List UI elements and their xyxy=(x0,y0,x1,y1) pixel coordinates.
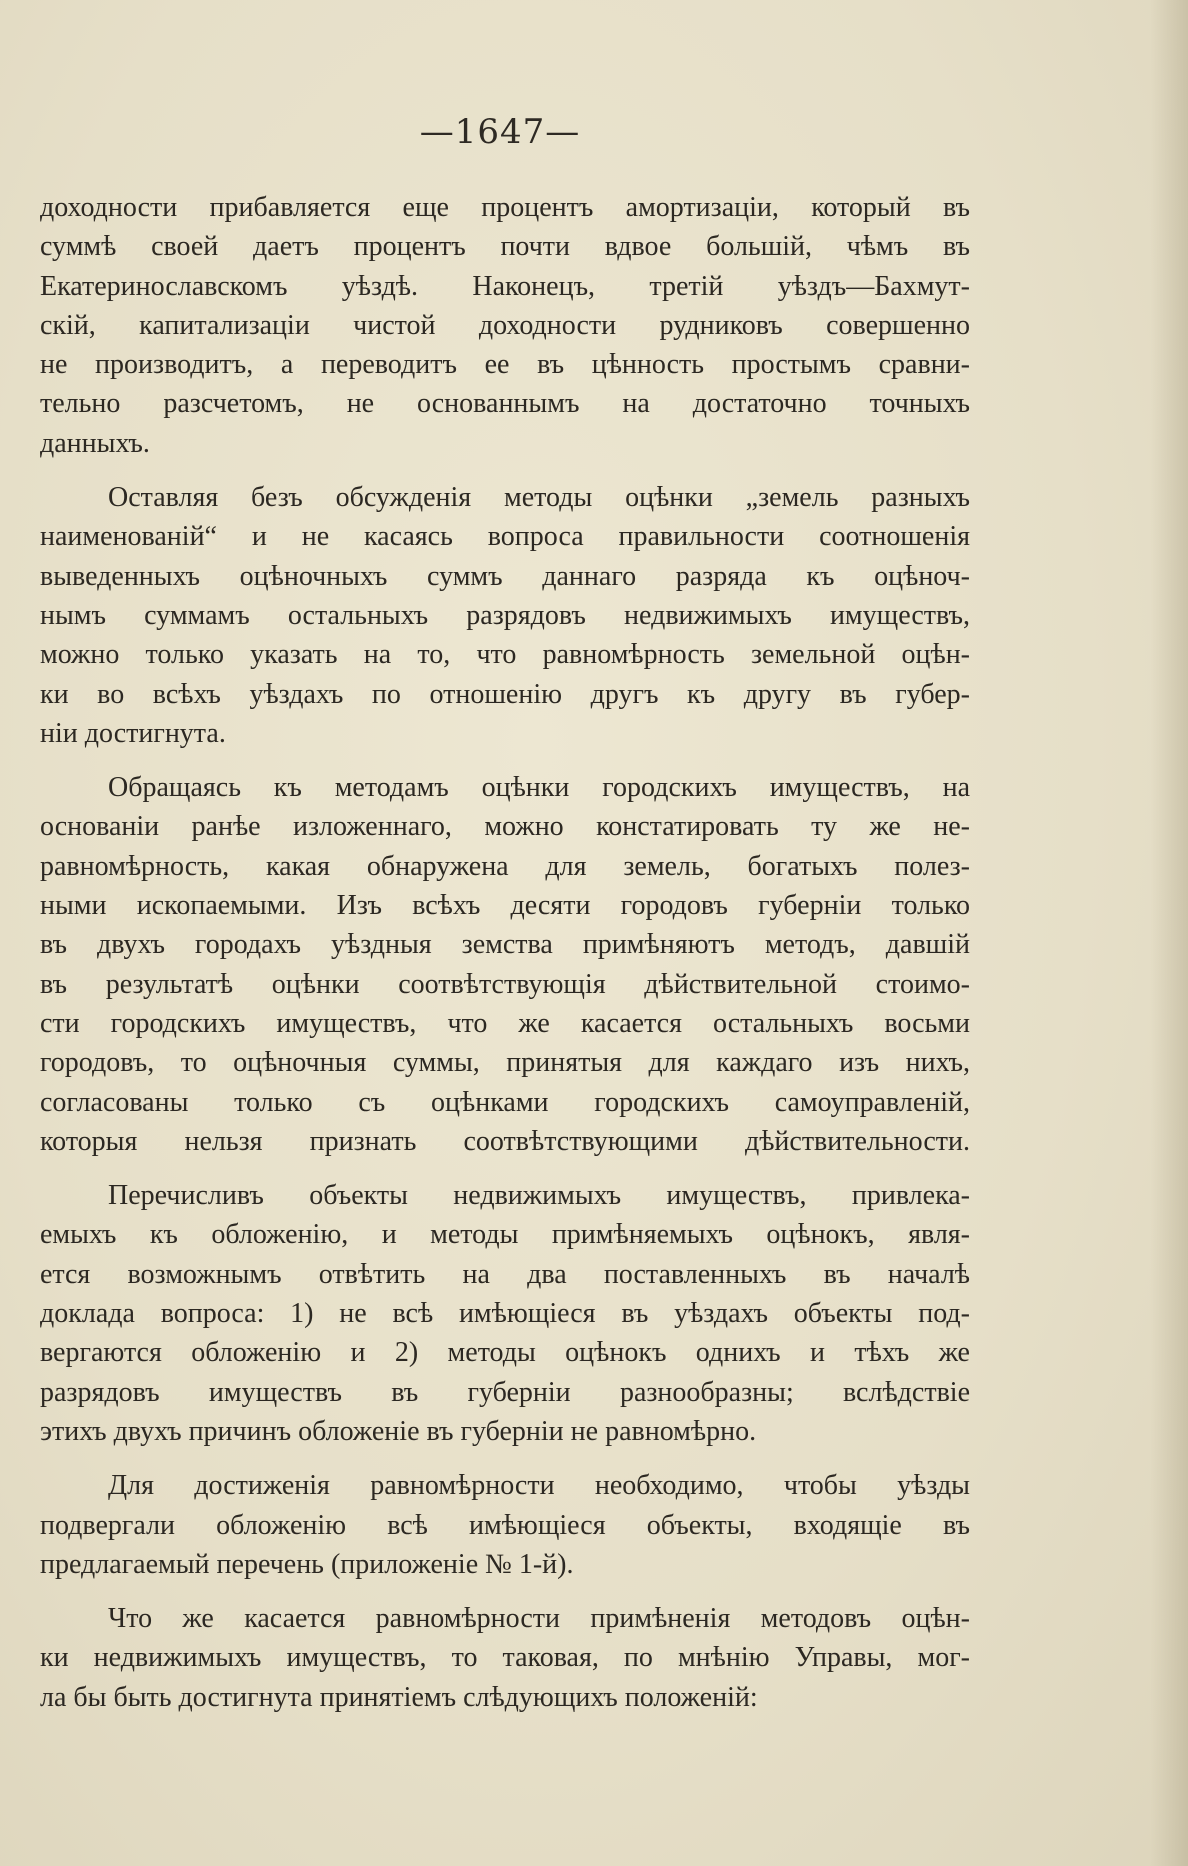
text-line: ніи достигнута. xyxy=(40,717,226,749)
text-line: этихъ двухъ причинъ обложеніе въ губерніи не равномѣрно. xyxy=(40,1415,757,1447)
text-line: вергаются обложенію и 2) методы оцѣнокъ однихъ и тѣхъ же xyxy=(40,1337,970,1369)
text-line: тельно разсчетомъ, не основаннымъ на достаточно точныхъ xyxy=(40,388,970,420)
paragraph-3 xyxy=(40,768,970,1161)
text-line: не производитъ, а переводитъ ее въ цѣнность простымъ сравни- xyxy=(40,349,970,381)
text-line: Екатеринославскомъ уѣздѣ. Наконецъ, третій уѣздъ—Бахмут- xyxy=(40,270,970,302)
paragraph-5 xyxy=(40,1466,970,1584)
page-number: —1647— xyxy=(419,112,581,152)
text-line: разрядовъ имуществъ въ губерніи разнообразны; вслѣдствіе xyxy=(40,1376,970,1408)
text-line: Перечисливъ объекты недвижимыхъ имуществъ, привлека- xyxy=(108,1180,970,1212)
text-line: выведенныхъ оцѣночныхъ суммъ даннаго разряда къ оцѣноч- xyxy=(40,560,970,592)
text-line: ки недвижимыхъ имуществъ, то таковая, по мнѣнію Управы, мог- xyxy=(40,1642,970,1674)
page-edge-shadow xyxy=(1150,0,1188,1866)
paragraph-2 xyxy=(40,478,970,753)
text-line: сти городскихъ имуществъ, что же касается остальныхъ восьми xyxy=(40,1007,970,1039)
text-line: ки во всѣхъ уѣздахъ по отношенію другъ къ другу въ губер- xyxy=(40,678,970,710)
text-line: основаніи ранѣе изложеннаго, можно констатировать ту же не- xyxy=(40,811,970,843)
text-line: въ двухъ городахъ уѣздныя земства примѣняютъ методъ, давшій xyxy=(40,929,970,961)
text-line: ла бы быть достигнута принятіемъ слѣдующихъ положеній: xyxy=(40,1681,758,1713)
text-line: равномѣрность, какая обнаружена для земель, богатыхъ полез- xyxy=(40,850,970,882)
text-line: ными ископаемыми. Изъ всѣхъ десяти городовъ губерніи только xyxy=(40,890,970,922)
text-line: Для достиженія равномѣрности необходимо, чтобы уѣзды xyxy=(108,1470,970,1502)
text-line: наименованій“ и не касаясь вопроса правильности соотношенія xyxy=(40,521,970,553)
text-line: Обращаясь къ методамъ оцѣнки городскихъ имуществъ, на xyxy=(108,772,970,804)
text-line: данныхъ. xyxy=(40,427,150,459)
text-line: городовъ, то оцѣночныя суммы, принятыя для каждаго изъ нихъ, xyxy=(40,1047,970,1079)
text-line: скій, капитализаціи чистой доходности рудниковъ совершенно xyxy=(40,309,970,341)
paragraph-6 xyxy=(40,1599,970,1717)
text-line: доходности прибавляется еще процентъ амортизаціи, который въ xyxy=(40,192,970,223)
text-line: въ результатѣ оцѣнки соотвѣтствующія дѣйствительной стоимо- xyxy=(40,968,970,1000)
text-line: Оставляя безъ обсужденія методы оцѣнки „земель разныхъ xyxy=(108,482,970,514)
text-line: доклада вопроса: 1) не всѣ имѣющіеся въ уѣздахъ объекты под- xyxy=(40,1298,970,1330)
text-line: предлагаемый перечень (приложеніе № 1-й). xyxy=(40,1548,574,1580)
text-line: можно только указать на то, что равномѣрность земельной оцѣн- xyxy=(40,639,970,671)
text-line: согласованы только съ оцѣнками городскихъ самоуправленій, xyxy=(40,1086,970,1118)
text-line: подвергали обложенію всѣ имѣющіеся объекты, входящіе въ xyxy=(40,1509,970,1541)
text-line: суммѣ своей даетъ процентъ почти вдвое большій, чѣмъ въ xyxy=(40,231,970,263)
body-text xyxy=(40,188,970,1732)
text-line: Что же касается равномѣрности примѣненія методовъ оцѣн- xyxy=(108,1603,970,1635)
text-line: ется возможнымъ отвѣтить на два поставленныхъ въ началѣ xyxy=(40,1258,970,1290)
text-line: которыя нельзя признать соотвѣтствующими дѣйствительности. xyxy=(40,1125,970,1157)
paragraph-1 xyxy=(40,188,970,463)
paragraph-4 xyxy=(40,1176,970,1451)
text-line: нымъ суммамъ остальныхъ разрядовъ недвижимыхъ имуществъ, xyxy=(40,599,970,631)
text-line: емыхъ къ обложенію, и методы примѣняемыхъ оцѣнокъ, явля- xyxy=(40,1219,970,1251)
